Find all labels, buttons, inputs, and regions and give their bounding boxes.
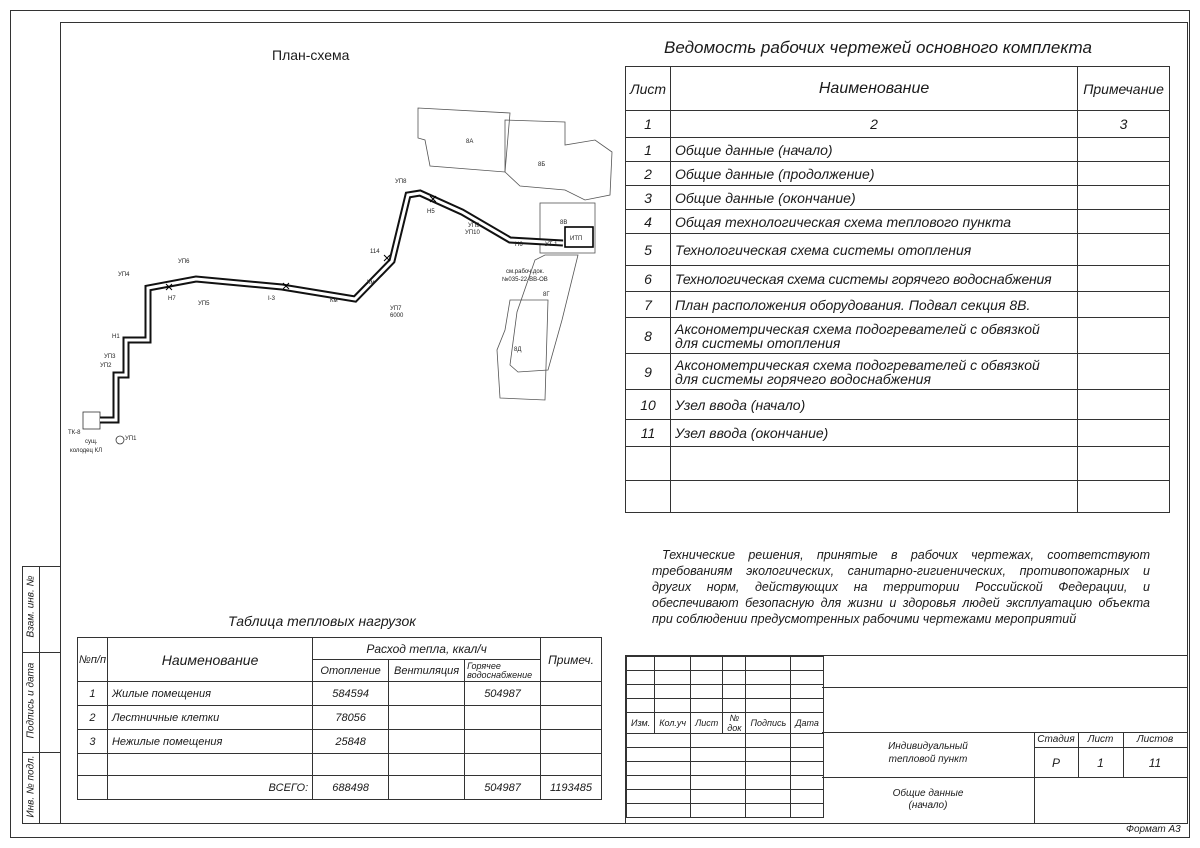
sheet-name: Общие данные (окончание) [671,186,1078,210]
revision-grid [626,656,824,818]
sheet-name: Технологическая схема системы горячего водоснабжения [671,266,1078,292]
sheets-table [625,66,1170,513]
sheet-name [671,354,1078,390]
heat-name: Нежилые помещения [107,730,312,754]
sheet-num: 3 [626,186,671,210]
sheet-name: Технологическая схема системы отопления [671,234,1078,266]
label-up7: УП7 [390,306,402,312]
heat-num: 1 [78,682,108,706]
stamp-sheets-total: 11 [1148,756,1162,770]
label-up1: УП1 [125,436,137,442]
sheet-name: Общая технологическая схема теплового пункта [671,210,1078,234]
label-up9: УП9 [468,223,480,229]
label-8d: 8Д [514,347,522,353]
sheet-name-line1: Аксонометрическая схема подогревателей с обвязкой [675,320,1040,337]
heat-total-label: ВСЕГО: [107,776,312,800]
table-row-empty [626,481,1170,513]
sheet-num: 6 [626,266,671,292]
table-row [626,234,1170,266]
label-i14: 114 [370,249,380,255]
heat-total-note: 1193485 [541,776,602,800]
heat-num: 3 [78,730,108,754]
label-h1: Н1 [112,334,120,340]
table-row [626,354,1170,390]
heat-note [541,682,602,706]
label-up10: УП10 [465,230,480,236]
table-row [78,730,602,754]
stamp-sheet: 1 [1097,756,1104,770]
stamp-title [822,740,1034,766]
heat-total-vent [389,776,465,800]
stamp-doc-line1: Общие данные [892,788,964,799]
sheet-name: Узел ввода (начало) [671,390,1078,420]
table-row [626,266,1170,292]
heat-hotwater: 504987 [465,682,541,706]
sheets-title: Ведомость рабочих чертежей основного комплекта [664,38,1092,57]
label-sm2: №035-22-ВВ-ОВ [502,277,548,283]
heat-num: 2 [78,706,108,730]
heat-heating: 584594 [313,682,389,706]
building-8b [505,120,612,200]
heat-header-num: №п/п [78,638,108,682]
sheet-num: 7 [626,292,671,318]
side-vzam-label: Взам. инв. № [25,575,37,638]
table-row [626,292,1170,318]
colnum-3: 3 [1078,111,1170,138]
label-h7: Н7 [168,296,176,302]
heat-heating: 78056 [313,706,389,730]
colnum-1: 1 [626,111,671,138]
label-up4: УП4 [118,272,130,278]
sheet-num: 4 [626,210,671,234]
table-row [626,318,1170,354]
label-n6: Н6 [515,242,523,248]
heat-vent [389,706,465,730]
stamp-col-ndok: № док [723,713,746,734]
sheet-note [1078,186,1170,210]
heat-network [100,193,563,420]
heat-vent [389,730,465,754]
label-sushch: сущ. [85,439,98,445]
heat-name: Лестничные клетки [107,706,312,730]
plan-scheme [0,0,620,470]
stamp-stage-header: Стадия [1037,734,1075,745]
label-kolodets: колодец КЛ [70,448,103,454]
table-row [626,390,1170,420]
table-row [626,420,1170,447]
label-8b: 8Б [538,162,546,168]
table-row [78,706,602,730]
building-8a [418,108,510,172]
label-sm1: см.рабоч.док. [506,269,545,275]
stamp-col-data: Дата [791,713,824,734]
heat-total-heating: 688498 [313,776,389,800]
stamp-sheets-header: Листов [1136,734,1174,745]
table-row [626,210,1170,234]
label-up3: УП3 [104,354,116,360]
heat-total-hotwater: 504987 [465,776,541,800]
format-label: Формат А3 [1126,824,1181,835]
heat-hotwater [465,730,541,754]
heat-vent [389,682,465,706]
sheet-note [1078,318,1170,354]
heat-header-hotwater [465,660,541,682]
sheet-name: Общие данные (продолжение) [671,162,1078,186]
sheet-note [1078,390,1170,420]
colnum-2: 2 [671,111,1078,138]
label-i3: I-3 [268,296,276,302]
heat-note [541,730,602,754]
side-inv-label: Инв. № подл. [25,755,37,818]
stamp-col-podpis: Подпись [746,713,791,734]
heat-header-heating: Отопление [313,660,389,682]
table-row-empty [78,754,602,776]
label-km: Км [330,298,338,304]
stamp-col-koluch: Кол.уч [655,713,691,734]
sheet-name-line2: для системы горячего водоснабжения [675,370,931,387]
heat-table-title: Таблица тепловых нагрузок [228,613,416,629]
sheet-note [1078,234,1170,266]
label-km2: Км [367,280,375,286]
label-up7b: 6000 [390,313,404,319]
sheet-num: 5 [626,234,671,266]
sheet-name: Общие данные (начало) [671,138,1078,162]
table-row-empty [626,447,1170,481]
sheet-num: 8 [626,318,671,354]
table-row [626,138,1170,162]
label-up6: УП6 [178,259,190,265]
sheet-note [1078,266,1170,292]
tk8-chamber [83,412,100,429]
label-itp: ИТП [570,236,583,242]
technical-note: Технические решения, принятые в рабочих чертежах, соответствуют требованиям экологических, санитарно-гигиенических, противопожарных и других норм, действующих на территории Российской Федерации, и обеспечивают безопасную для жизни и здоровья людей эксплуатацию объекта при соблюдении предусмотренных рабочими чертежами мероприятий [652,548,1150,626]
title-block [625,655,1187,823]
building-8d [497,300,548,400]
label-ut1: УТ 1 [545,242,558,248]
label-tk8: ТК-8 [68,430,81,436]
side-podp-label: Подпись и дата [25,662,37,739]
label-up5: УП5 [198,301,210,307]
table-row [78,682,602,706]
sheet-num: 11 [626,420,671,447]
sheet-name [671,318,1078,354]
heat-hotwater [465,706,541,730]
sheets-header-name: Наименование [671,67,1078,111]
side-stamp [22,566,61,824]
sheets-header-note: Примечание [1078,67,1170,111]
label-up8: УП8 [395,179,407,185]
plan-title: План-схема [272,47,350,63]
sheet-note [1078,138,1170,162]
sheet-name: План расположения оборудования. Подвал секция 8В. [671,292,1078,318]
heat-header-ventilation: Вентиляция [389,660,465,682]
sheet-note [1078,354,1170,390]
sheet-num: 10 [626,390,671,420]
heat-header-note: Примеч. [541,638,602,682]
heat-note [541,706,602,730]
sheet-note [1078,292,1170,318]
sheet-name-line2: для системы отопления [675,334,841,351]
stamp-stage: Р [1051,756,1060,770]
sheet-note [1078,162,1170,186]
stamp-doc-line2: (начало) [908,800,948,811]
table-row-total [78,776,602,800]
label-8a: 8А [466,139,474,145]
sheet-note [1078,210,1170,234]
stamp-col-izm: Изм. [627,713,655,734]
label-up2: УП2 [100,363,112,369]
label-n5: Н5 [427,209,435,215]
sheet-name-line1: Аксонометрическая схема подогревателей с обвязкой [675,356,1040,373]
sheet-num: 1 [626,138,671,162]
stamp-title-line1: Индивидуальный [888,741,968,752]
stamp-col-list: Лист [691,713,723,734]
stamp-doc-title [822,788,1034,812]
heat-header-hotwater-2: водоснабжение [467,669,533,680]
label-8v: 8В [560,220,568,226]
heat-header-flow: Расход тепла, ккал/ч [313,638,541,660]
sheet-num: 2 [626,162,671,186]
table-row [626,186,1170,210]
sheet-name: Узел ввода (окончание) [671,420,1078,447]
sheet-note [1078,420,1170,447]
sheet-num: 9 [626,354,671,390]
existing-well [116,436,124,444]
heat-header-name: Наименование [107,638,312,682]
stamp-sheet-header: Лист [1087,734,1114,745]
heat-header-hotwater-1: Горячее [467,660,501,671]
label-8g: 8Г [543,292,550,298]
heat-loads-table [77,637,602,800]
sheets-header-sheet: Лист [626,67,671,111]
table-row [626,162,1170,186]
stamp-title-line2: тепловой пункт [888,754,968,765]
heat-heating: 25848 [313,730,389,754]
heat-name: Жилые помещения [107,682,312,706]
